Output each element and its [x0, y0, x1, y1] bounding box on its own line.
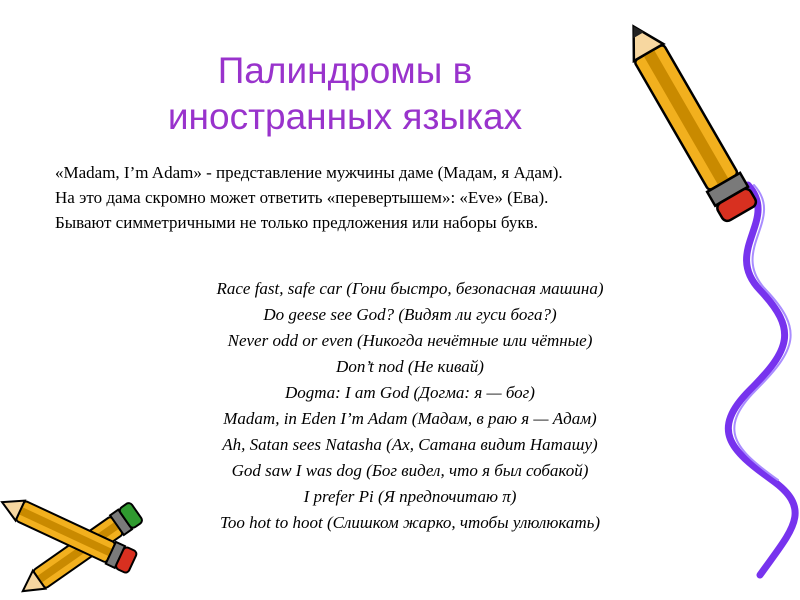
intro-line: «Madam, I’m Adam» - представление мужчины даме (Мадам, я Адам). [55, 163, 563, 182]
title-line-2: иностранных языках [167, 96, 523, 137]
example-line: Race fast, safe car (Гони быстро, безопасная машина) [216, 279, 604, 298]
example-line: Madam, in Eden I’m Adam (Мадам, в раю я — Адам) [223, 409, 597, 428]
example-line: Don’t nod (Не кивай) [336, 357, 484, 376]
example-line: Ah, Satan sees Natasha (Ах, Сатана видит Наташу) [222, 435, 598, 454]
intro-paragraph [55, 160, 755, 235]
slide-title [110, 48, 580, 140]
example-line: I prefer Pi (Я предпочитаю π) [303, 487, 517, 506]
intro-line: На это дама скромно может ответить «перевертышем»: «Eve» (Ева). [55, 188, 549, 207]
example-line: Do geese see God? (Видят ли гуси бога?) [263, 305, 557, 324]
example-line: God saw I was dog (Бог видел, что я был собакой) [231, 461, 589, 480]
example-line: Never odd or even (Никогда нечётные или чётные) [227, 331, 593, 350]
example-line: Too hot to hoot (Слишком жарко, чтобы улюлюкать) [219, 513, 601, 532]
title-line-1: Палиндромы в [217, 50, 473, 91]
example-line: Dogma: I am God (Догма: я — бог) [285, 383, 535, 402]
intro-line: Бывают симметричными не только предложения или наборы букв. [55, 213, 538, 232]
palindrome-examples-list [110, 276, 710, 536]
